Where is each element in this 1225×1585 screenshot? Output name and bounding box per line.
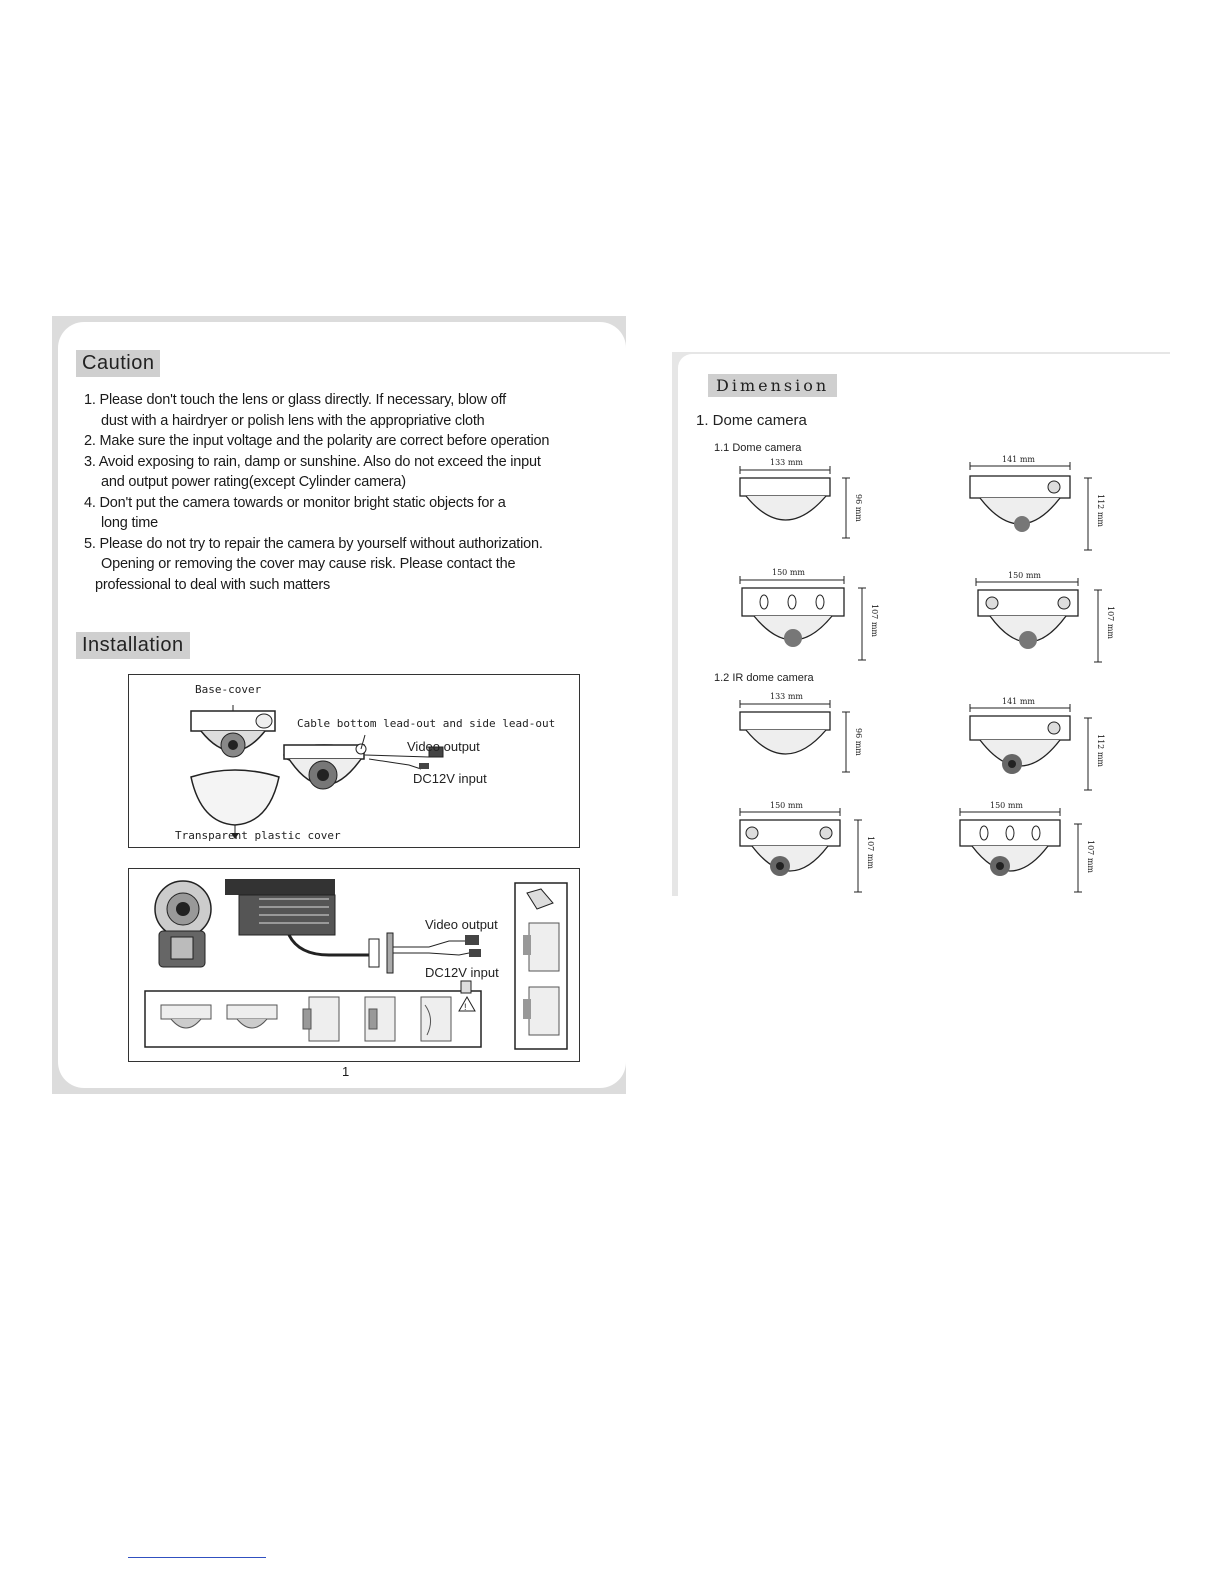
width-label: 150 mm: [1008, 571, 1041, 580]
dome-camera-illustration: [129, 675, 581, 849]
manual-page-left: [52, 316, 626, 1094]
caution-item-line: 4. Don't put the camera towards or monitor bright static objects for a: [84, 494, 506, 511]
dimension-header: Dimension: [708, 374, 837, 397]
caution-item-line: long time: [101, 515, 159, 531]
width-label: 150 mm: [770, 801, 803, 810]
width-label: 150 mm: [990, 801, 1023, 810]
base-cover-label: Base-cover: [195, 683, 262, 696]
caution-item-line: 2. Make sure the input voltage and the polarity are correct before operation: [84, 433, 550, 449]
installation-header: Installation: [76, 632, 190, 659]
width-label: 133 mm: [770, 692, 803, 701]
caution-item-line: professional to deal with such matters: [95, 576, 330, 593]
svg-text:!: !: [464, 1002, 467, 1012]
height-label: 107 mm: [866, 836, 875, 869]
bullet-camera-illustration: [129, 869, 581, 1063]
height-label: 112 mm: [1096, 734, 1105, 767]
subsection-dome: 1.1 Dome camera: [714, 442, 802, 454]
caution-item-line: and output power rating(except Cylinder camera): [101, 474, 406, 490]
caution-item: [84, 431, 644, 452]
manual-page-right: [672, 352, 1170, 896]
caution-item-line: dust with a hairdryer or polish lens with the appropriative cloth: [101, 412, 485, 429]
plastic-cover-label: Transparent plastic cover: [175, 829, 341, 842]
dc-input-label: DC12V input: [413, 771, 487, 786]
height-label: 96 mm: [854, 494, 863, 522]
caution-item: [84, 390, 644, 431]
ir-dome-camera-diagram: [954, 800, 1104, 896]
caution-header: Caution: [76, 350, 160, 377]
section-title: 1. Dome camera: [696, 412, 807, 429]
ir-dome-camera-diagram: [964, 696, 1114, 796]
ir-dome-camera-diagram: [734, 800, 884, 896]
dc-input-label: DC12V input: [425, 965, 499, 980]
footer-link-underline: [128, 1557, 266, 1558]
height-label: 112 mm: [1096, 494, 1105, 527]
width-label: 141 mm: [1002, 455, 1035, 464]
caution-item-line: Opening or removing the cover may cause risk. Please contact the: [101, 556, 516, 572]
caution-item-line: 5. Please do not try to repair the camera by yourself without authorization.: [84, 535, 543, 552]
height-label: 107 mm: [1086, 840, 1095, 873]
caution-item: [84, 452, 644, 493]
page-number: 1: [342, 1064, 350, 1079]
video-output-label: Video output: [425, 917, 498, 932]
caution-item: [84, 534, 644, 596]
caution-item-line: 3. Avoid exposing to rain, damp or sunshine. Also do not exceed the input: [84, 453, 541, 470]
page-content: [58, 322, 626, 1088]
dome-installation-figure: [128, 674, 580, 848]
cable-lead-label: Cable bottom lead-out and side lead-out: [297, 717, 556, 730]
height-label: 107 mm: [1106, 606, 1115, 639]
caution-item-line: 1. Please don't touch the lens or glass directly. If necessary, blow off: [84, 392, 506, 408]
width-label: 141 mm: [1002, 697, 1035, 706]
ir-dome-camera-diagram: [734, 688, 864, 780]
bullet-installation-figure: [128, 868, 580, 1062]
height-label: 96 mm: [854, 728, 863, 756]
dome-camera-diagram: [970, 570, 1120, 670]
page-content: [678, 354, 1170, 896]
caution-list: [84, 390, 644, 595]
dome-camera-diagram: [734, 454, 864, 544]
width-label: 150 mm: [772, 568, 805, 577]
subsection-ir-dome: 1.2 IR dome camera: [714, 672, 814, 684]
height-label: 107 mm: [870, 604, 879, 637]
video-output-label: Video output: [407, 739, 480, 754]
width-label: 133 mm: [770, 458, 803, 467]
dome-camera-diagram: [964, 454, 1114, 554]
caution-item: [84, 493, 644, 534]
dome-camera-diagram: [734, 564, 884, 668]
